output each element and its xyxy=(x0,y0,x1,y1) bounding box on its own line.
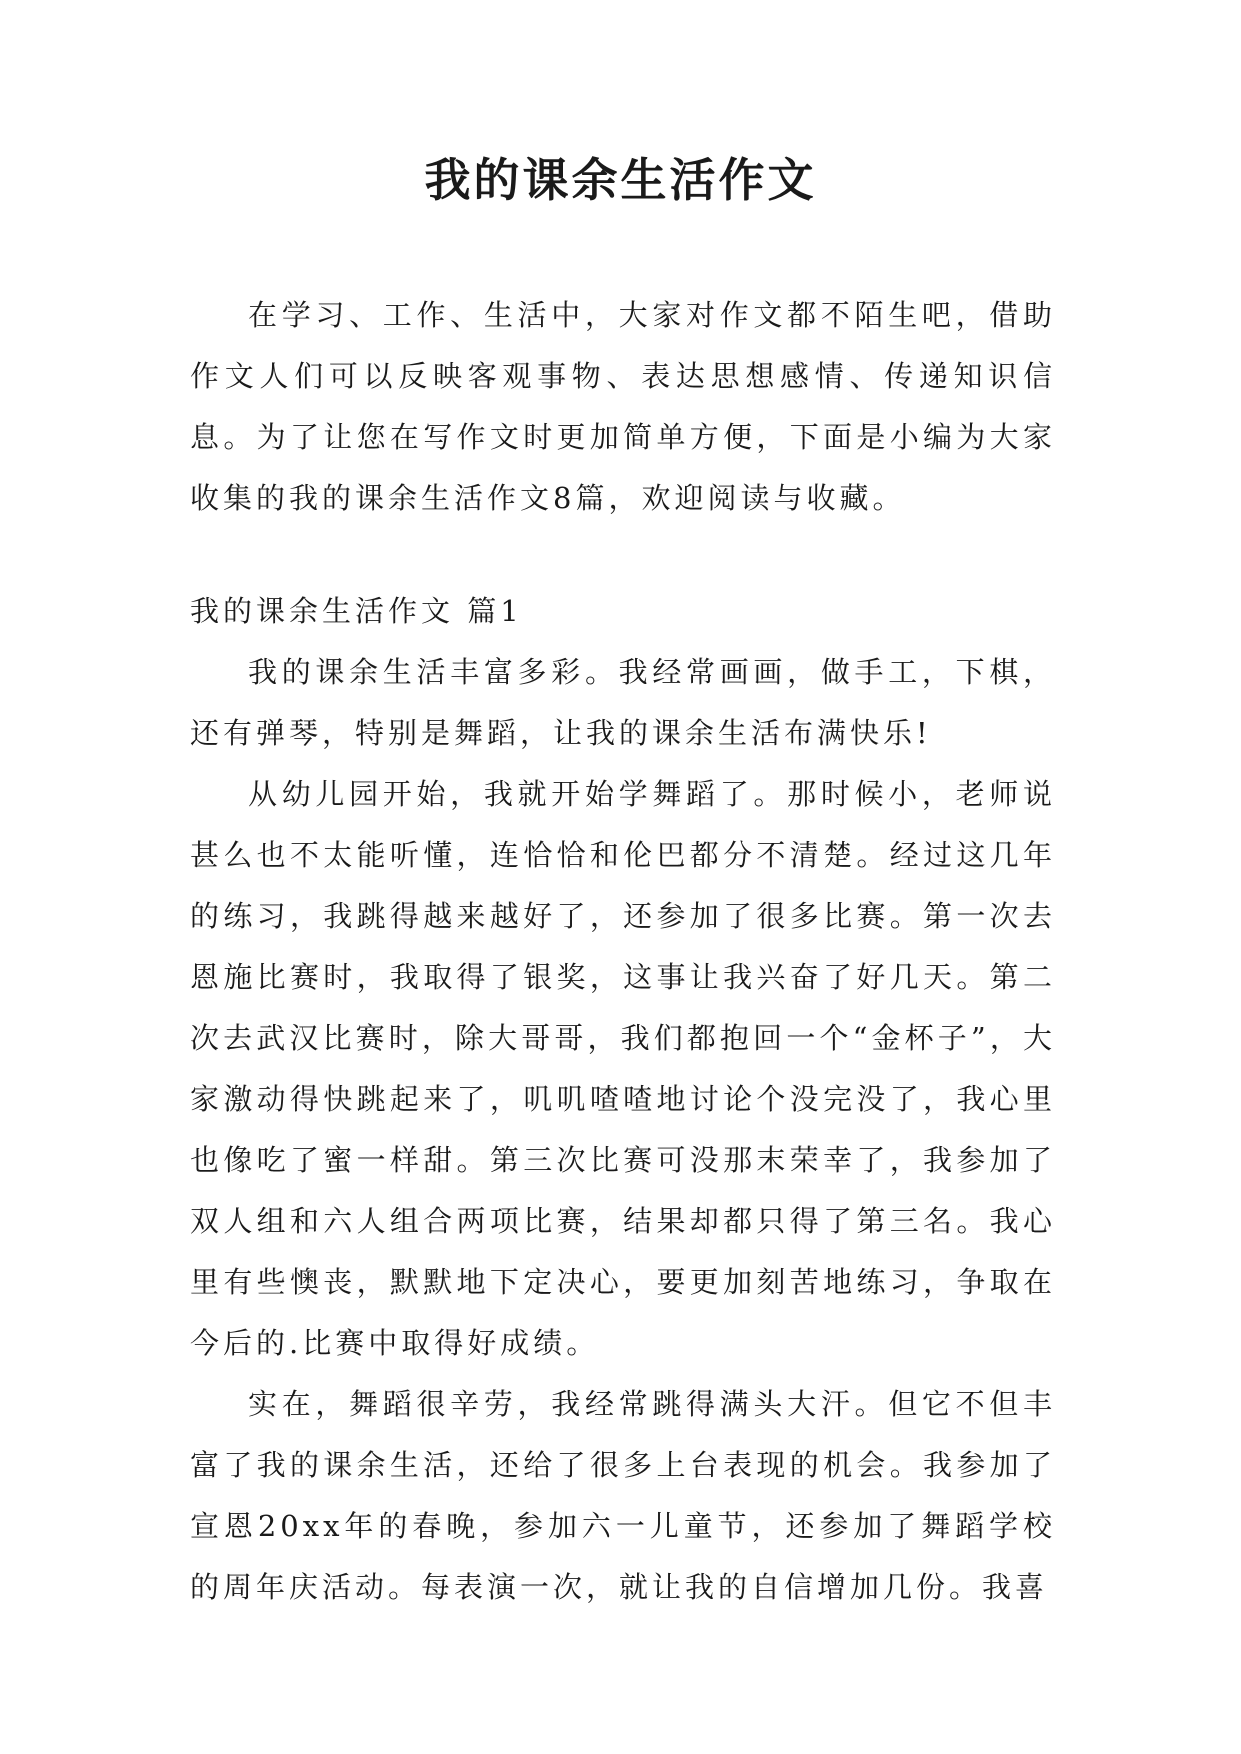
document-title: 我的课余生活作文 xyxy=(424,153,817,207)
body-paragraph: 我的课余生活丰富多彩。我经常画画，做手工，下棋，还有弹琴，特别是舞蹈，让我的课余生活布满快乐! xyxy=(190,655,1056,750)
intro-paragraph: 在学习、工作、生活中，大家对作文都不陌生吧，借助作文人们可以反映客观事物、表达思想感情、传递知识信息。为了让您在写作文时更加简单方便，下面是小编为大家收集的我的课余生活作文8篇，欢迎阅读与收藏。 xyxy=(190,298,1056,515)
body-paragraph: 从幼儿园开始，我就开始学舞蹈了。那时候小，老师说甚么也不太能听懂，连恰恰和伦巴都分不清楚。经过这几年的练习，我跳得越来越好了，还参加了很多比赛。第一次去恩施比赛时，我取得了银奖，这事让我兴奋了好几天。第二次去武汉比赛时，除大哥哥，我们都抱回一个“金杯子”，大家激动得快跳起来了，叽叽喳喳地讨论个没完没了，我心里也像吃了蜜一样甜。第三次比赛可没那末荣幸了，我参加了双人组和六人组合两项比赛，结果却都只得了第三名。我心里有些懊丧，默默地下定决心，要更加刻苦地练习，争取在今后的.比赛中取得好成绩。 xyxy=(190,777,1056,1360)
body-paragraph: 实在，舞蹈很辛劳，我经常跳得满头大汗。但它不但丰富了我的课余生活，还给了很多上台表现的机会。我参加了宣恩20xx年的春晚，参加六一儿童节，还参加了舞蹈学校的周年庆活动。每表演一次，就让我的自信增加几份。我喜 xyxy=(190,1387,1056,1604)
section-heading: 我的课余生活作文 篇1 xyxy=(190,594,523,628)
document-body xyxy=(190,285,1056,1618)
